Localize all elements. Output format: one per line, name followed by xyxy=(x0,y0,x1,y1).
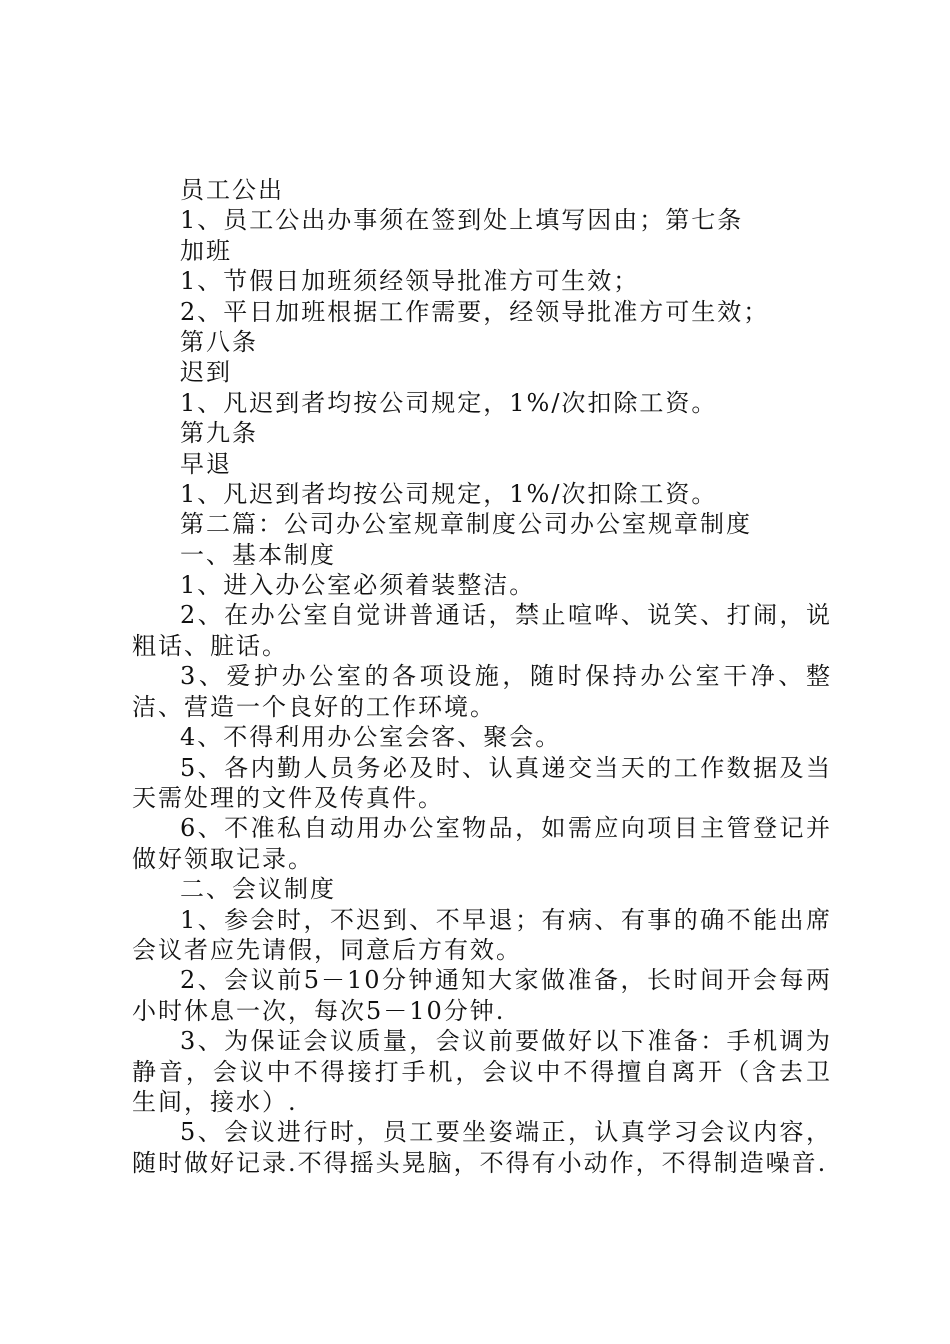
para-meeting-rule-3: 3、为保证会议质量，会议前要做好以下准备：手机调为静音，会议中不得接打手机，会议中不得擅自离开（含去卫生间，接水）. xyxy=(132,1027,832,1116)
para-basic-rule-4: 4、不得利用办公室会客、聚会。 xyxy=(180,723,562,752)
line-employee-out: 员工公出 xyxy=(180,176,284,204)
line-overtime-rule-1: 1、节假日加班须经领导批准方可生效； xyxy=(180,267,640,296)
line-late-heading: 迟到 xyxy=(180,358,232,387)
line-chapter-2-title: 第二篇：公司办公室规章制度公司办公室规章制度 xyxy=(180,510,752,539)
line-overtime-rule-2: 2、平日加班根据工作需要，经领导批准方可生效； xyxy=(180,297,770,326)
line-article-9: 第九条 xyxy=(180,419,258,448)
para-basic-rule-3: 3、爱护办公室的各项设施，随时保持办公室干净、整洁、营造一个良好的工作环境。 xyxy=(132,662,832,721)
document-body xyxy=(132,175,832,1178)
line-out-rule-1: 1、员工公出办事须在签到处上填写因由；第七条 xyxy=(180,206,744,235)
para-basic-rule-5: 5、各内勤人员务必及时、认真递交当天的工作数据及当天需处理的文件及传真件。 xyxy=(132,753,832,812)
para-basic-rule-2: 2、在办公室自觉讲普通话，禁止喧哗、说笑、打闹，说粗话、脏话。 xyxy=(132,601,832,660)
para-meeting-rule-5: 5、会议进行时，员工要坐姿端正，认真学习会议内容，随时做好记录.不得摇头晃脑，不得有小动作，不得制造噪音. xyxy=(132,1118,832,1177)
para-meeting-heading: 二、会议制度 xyxy=(180,875,336,904)
line-early-leave-rule-1: 1、凡迟到者均按公司规定，1%/次扣除工资。 xyxy=(180,479,718,508)
line-article-8: 第八条 xyxy=(180,327,258,356)
line-basic-rules-heading: 一、基本制度 xyxy=(180,540,336,569)
line-early-leave-heading: 早退 xyxy=(180,449,232,478)
para-basic-rule-6: 6、不准私自动用办公室物品，如需应向项目主管登记并做好领取记录。 xyxy=(132,814,832,873)
line-basic-rule-1: 1、进入办公室必须着装整洁。 xyxy=(180,571,536,600)
line-overtime-heading: 加班 xyxy=(180,236,232,265)
line-late-rule-1: 1、凡迟到者均按公司规定，1%/次扣除工资。 xyxy=(180,388,718,417)
para-meeting-rule-1: 1、参会时，不迟到、不早退；有病、有事的确不能出席会议者应先请假，同意后方有效。 xyxy=(132,905,832,964)
para-meeting-rule-2: 2、会议前5－10分钟通知大家做准备，长时间开会每两小时休息一次，每次5－10分钟. xyxy=(132,966,832,1025)
